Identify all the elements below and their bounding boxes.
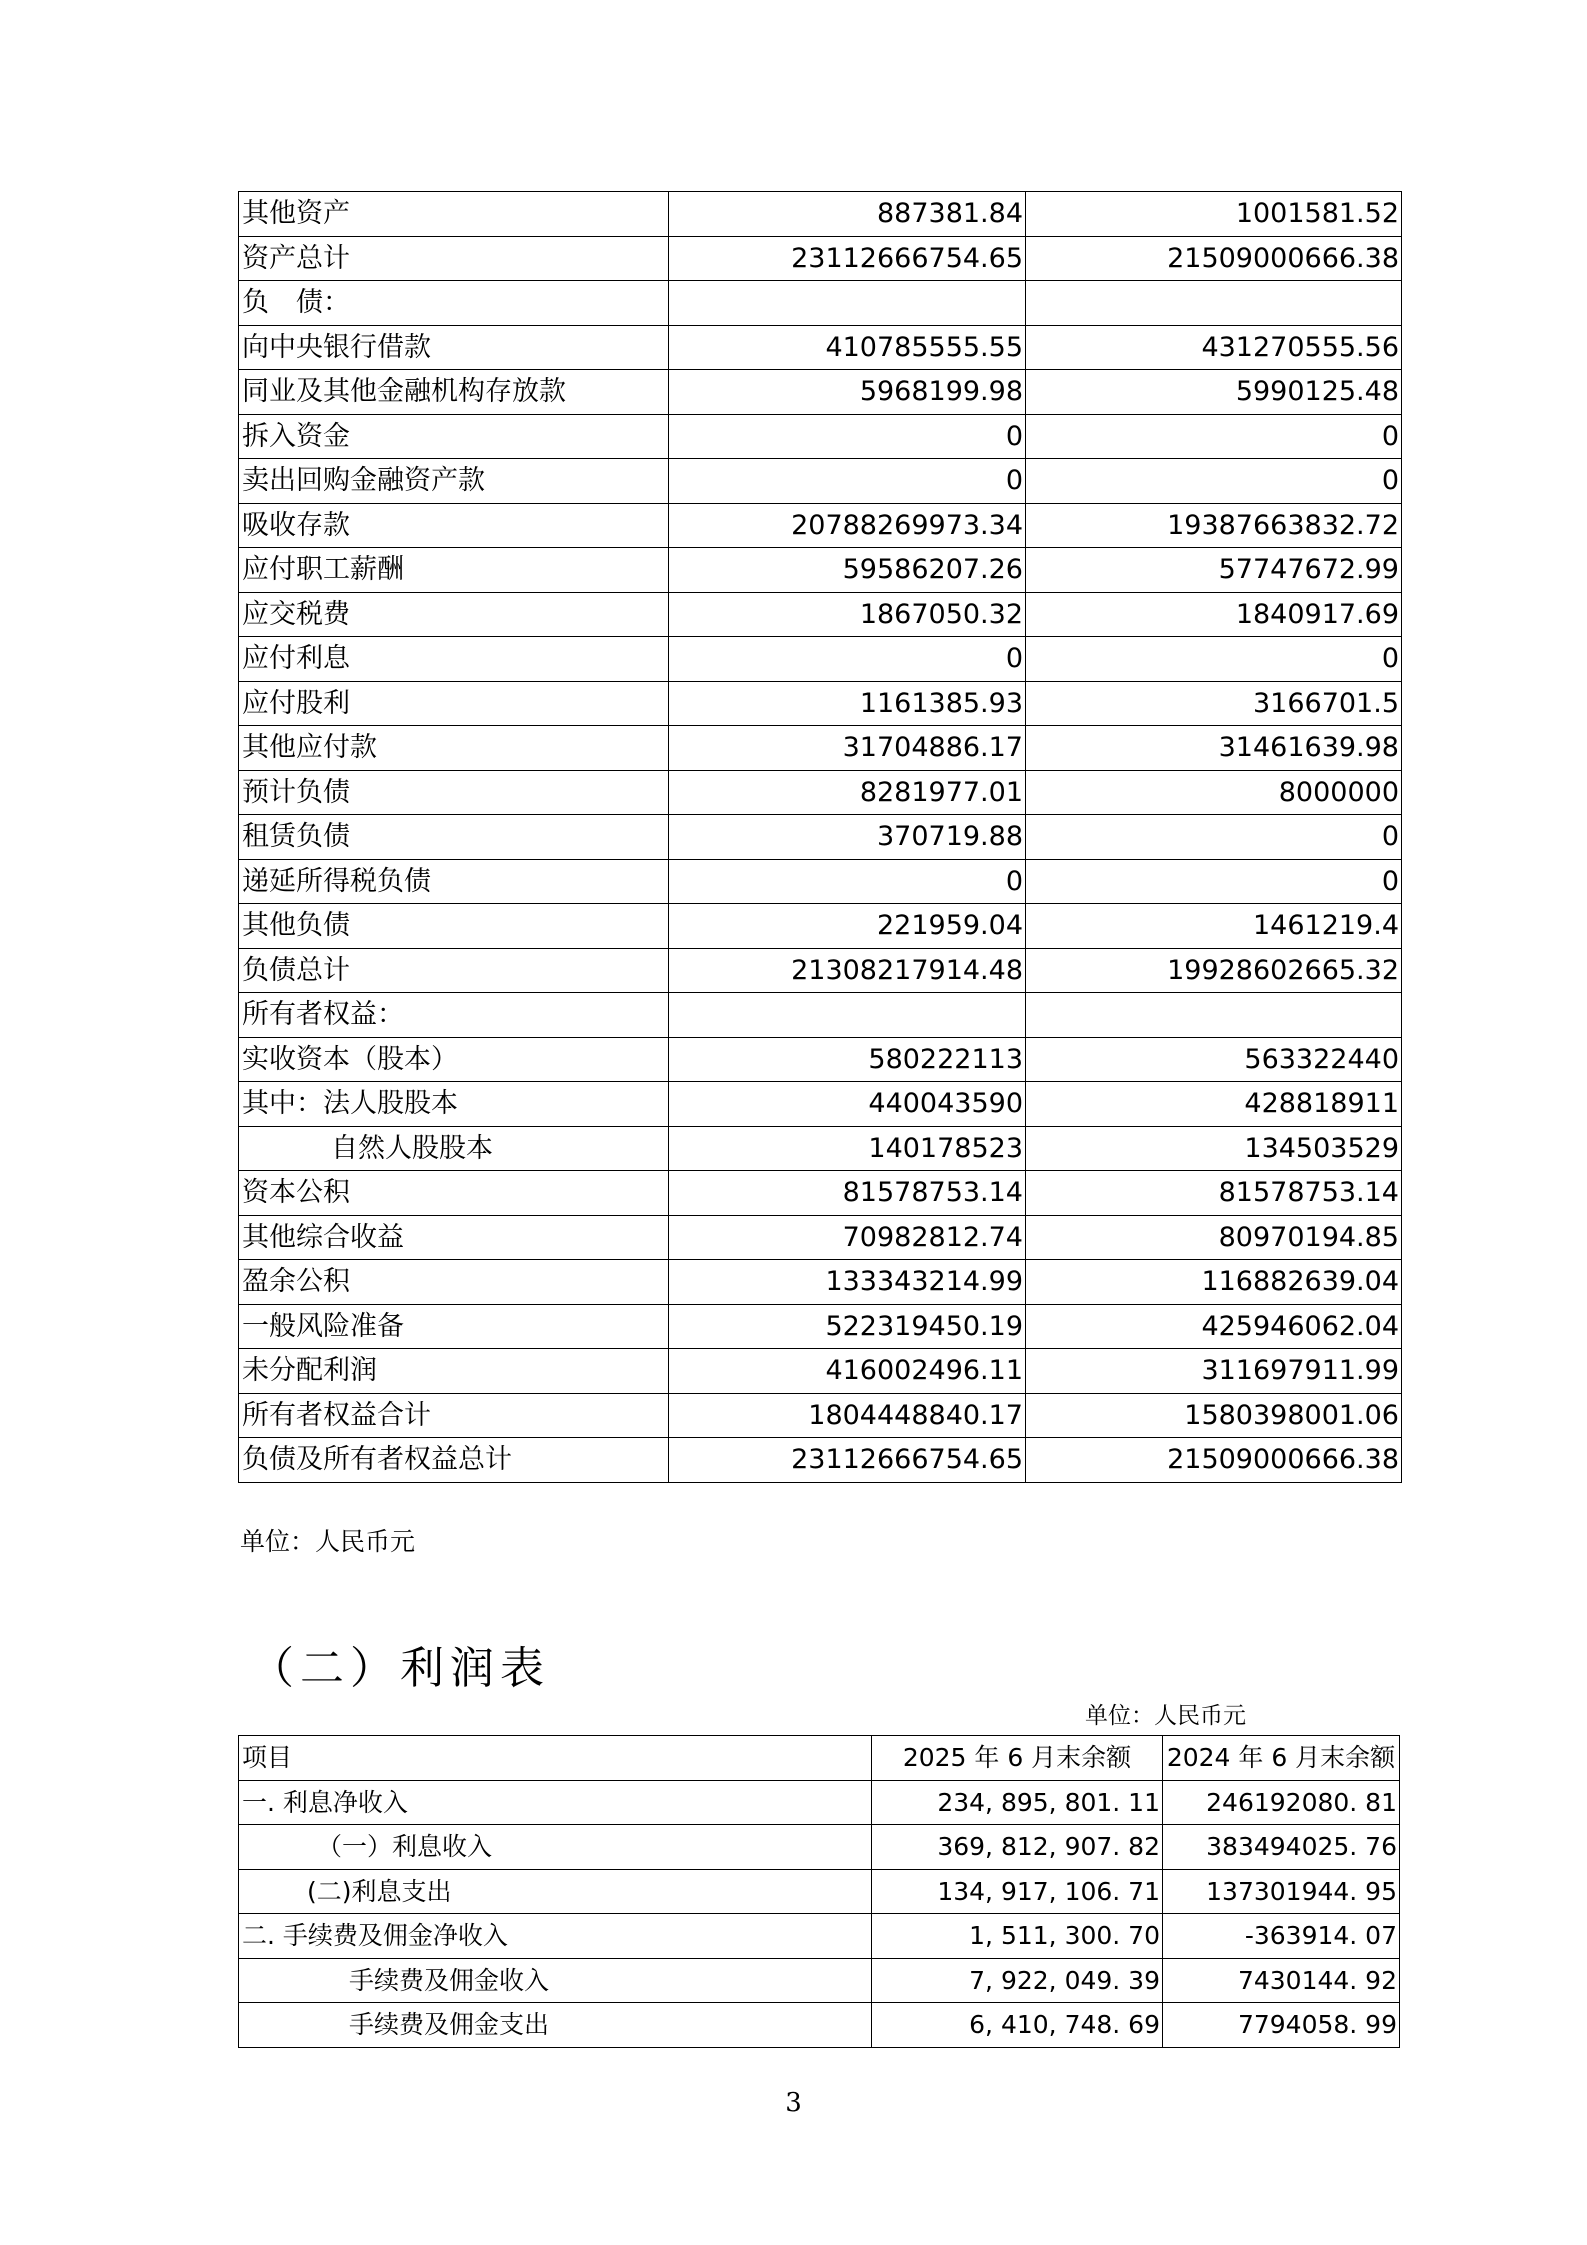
table-row [239,637,1402,682]
table-row [239,1869,1400,1914]
current-value: 59586207.26 [669,548,1026,593]
current-value: 440043590 [669,1082,1026,1127]
current-value: 1161385.93 [669,681,1026,726]
current-value: 580222113 [669,1037,1026,1082]
table-row [239,1393,1402,1438]
prior-value: 0 [1026,414,1402,459]
table-row [239,1304,1402,1349]
row-label: 手续费及佣金收入 [239,1958,872,2003]
prior-value: 57747672.99 [1026,548,1402,593]
table-row [239,459,1402,504]
row-label: 应交税费 [239,592,669,637]
current-value: 8281977.01 [669,770,1026,815]
table-row [239,1914,1400,1959]
prior-value: 7794058. 99 [1163,2003,1400,2048]
current-value: 1, 511, 300. 70 [872,1914,1163,1959]
prior-value: 246192080. 81 [1163,1780,1400,1825]
prior-value: 21509000666.38 [1026,1438,1402,1483]
row-label: 盈余公积 [239,1260,669,1305]
current-value: 7, 922, 049. 39 [872,1958,1163,2003]
row-label: 其中：法人股股本 [239,1082,669,1127]
section-heading: （二）利润表 [250,1643,550,1694]
prior-value: 116882639.04 [1026,1260,1402,1305]
table-row [239,2003,1400,2048]
row-label: 其他负债 [239,904,669,949]
prior-value: 1580398001.06 [1026,1393,1402,1438]
table-row [239,859,1402,904]
prior-value: 428818911 [1026,1082,1402,1127]
current-value: 81578753.14 [669,1171,1026,1216]
column-header-current: 2025 年 6 月末余额 [872,1736,1163,1781]
table-row [239,1438,1402,1483]
prior-value: 80970194.85 [1026,1215,1402,1260]
current-value [669,281,1026,326]
prior-value: 0 [1026,815,1402,860]
prior-value: 3166701.5 [1026,681,1402,726]
current-value: 23112666754.65 [669,236,1026,281]
row-label: 应付职工薪酬 [239,548,669,593]
prior-value: 31461639.98 [1026,726,1402,771]
row-label: 一. 利息净收入 [239,1780,872,1825]
table-row [239,414,1402,459]
row-label: 资产总计 [239,236,669,281]
row-label: 同业及其他金融机构存放款 [239,370,669,415]
current-value: 133343214.99 [669,1260,1026,1305]
prior-value: -363914. 07 [1163,1914,1400,1959]
table-row [239,1825,1400,1870]
prior-value: 0 [1026,459,1402,504]
unit-note: 单位：人民币元 [240,1527,416,1556]
current-value: 20788269973.34 [669,503,1026,548]
table-row [239,592,1402,637]
row-label: 递延所得税负债 [239,859,669,904]
prior-value: 5990125.48 [1026,370,1402,415]
prior-value: 1840917.69 [1026,592,1402,637]
current-value: 370719.88 [669,815,1026,860]
table-row [239,904,1402,949]
current-value: 0 [669,459,1026,504]
current-value: 134, 917, 106. 71 [872,1869,1163,1914]
row-label: 负债总计 [239,948,669,993]
prior-value [1026,281,1402,326]
column-header-prior: 2024 年 6 月末余额 [1163,1736,1400,1781]
table-header-row [239,1736,1400,1781]
current-value: 369, 812, 907. 82 [872,1825,1163,1870]
current-value: 6, 410, 748. 69 [872,2003,1163,2048]
table-row [239,1260,1402,1305]
table-row [239,681,1402,726]
current-value: 522319450.19 [669,1304,1026,1349]
table-row [239,1171,1402,1216]
current-value: 0 [669,414,1026,459]
prior-value: 81578753.14 [1026,1171,1402,1216]
table-row [239,1780,1400,1825]
row-label: 卖出回购金融资产款 [239,459,669,504]
row-label: 应付股利 [239,681,669,726]
current-value [669,993,1026,1038]
prior-value: 425946062.04 [1026,1304,1402,1349]
table-row [239,281,1402,326]
row-label: (二)利息支出 [239,1869,872,1914]
prior-value: 21509000666.38 [1026,236,1402,281]
table-row [239,770,1402,815]
prior-value: 383494025. 76 [1163,1825,1400,1870]
prior-value: 0 [1026,637,1402,682]
row-label: 实收资本（股本） [239,1037,669,1082]
prior-value [1026,993,1402,1038]
current-value: 0 [669,859,1026,904]
row-label: 手续费及佣金支出 [239,2003,872,2048]
row-label: 吸收存款 [239,503,669,548]
table-row [239,370,1402,415]
current-value: 5968199.98 [669,370,1026,415]
prior-value: 19387663832.72 [1026,503,1402,548]
table-row [239,236,1402,281]
row-label: 所有者权益合计 [239,1393,669,1438]
income-statement-table [238,1735,1400,2048]
table-row [239,192,1402,237]
table-row [239,815,1402,860]
row-label: 负债及所有者权益总计 [239,1438,669,1483]
table-row [239,1082,1402,1127]
row-label: 向中央银行借款 [239,325,669,370]
current-value: 1867050.32 [669,592,1026,637]
balance-sheet-table [238,191,1402,1483]
current-value: 140178523 [669,1126,1026,1171]
table-row [239,1958,1400,2003]
current-value: 221959.04 [669,904,1026,949]
row-label: 应付利息 [239,637,669,682]
table-row [239,1349,1402,1394]
page-number: 3 [785,2088,802,2118]
table-row [239,726,1402,771]
row-label: 未分配利润 [239,1349,669,1394]
table-row [239,1037,1402,1082]
row-label: 拆入资金 [239,414,669,459]
prior-value: 1461219.4 [1026,904,1402,949]
current-value: 23112666754.65 [669,1438,1026,1483]
table-row [239,548,1402,593]
table-row [239,325,1402,370]
table-row [239,948,1402,993]
row-label: 所有者权益： [239,993,669,1038]
prior-value: 137301944. 95 [1163,1869,1400,1914]
table-row [239,993,1402,1038]
current-value: 70982812.74 [669,1215,1026,1260]
prior-value: 19928602665.32 [1026,948,1402,993]
table-row [239,503,1402,548]
row-label: 负 债： [239,281,669,326]
prior-value: 7430144. 92 [1163,1958,1400,2003]
current-value: 416002496.11 [669,1349,1026,1394]
row-label: 其他综合收益 [239,1215,669,1260]
current-value: 1804448840.17 [669,1393,1026,1438]
table-row [239,1215,1402,1260]
prior-value: 1001581.52 [1026,192,1402,237]
current-value: 21308217914.48 [669,948,1026,993]
current-value: 31704886.17 [669,726,1026,771]
row-label: 自然人股股本 [239,1126,669,1171]
prior-value: 563322440 [1026,1037,1402,1082]
prior-value: 134503529 [1026,1126,1402,1171]
current-value: 234, 895, 801. 11 [872,1780,1163,1825]
row-label: 一般风险准备 [239,1304,669,1349]
current-value: 0 [669,637,1026,682]
prior-value: 431270555.56 [1026,325,1402,370]
row-label: 二. 手续费及佣金净收入 [239,1914,872,1959]
row-label: 租赁负债 [239,815,669,860]
row-label: 其他应付款 [239,726,669,771]
prior-value: 8000000 [1026,770,1402,815]
prior-value: 0 [1026,859,1402,904]
column-header-item: 项目 [239,1736,872,1781]
row-label: （一）利息收入 [239,1825,872,1870]
unit-note: 单位：人民币元 [1085,1703,1246,1729]
current-value: 410785555.55 [669,325,1026,370]
row-label: 资本公积 [239,1171,669,1216]
row-label: 预计负债 [239,770,669,815]
prior-value: 311697911.99 [1026,1349,1402,1394]
row-label: 其他资产 [239,192,669,237]
current-value: 887381.84 [669,192,1026,237]
table-row [239,1126,1402,1171]
